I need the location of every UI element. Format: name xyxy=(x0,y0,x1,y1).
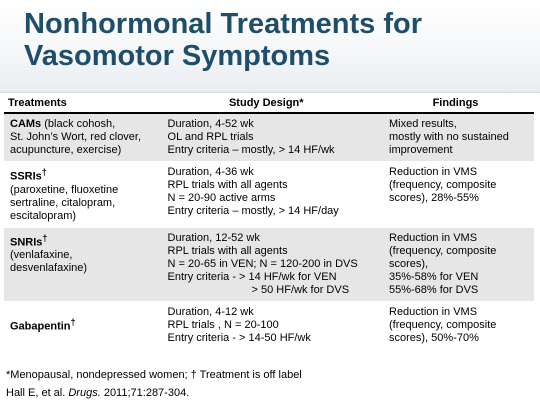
treatment-detail-line: escitalopram) xyxy=(10,209,77,222)
header-study-design: Study Design* xyxy=(156,94,377,113)
design-line: Entry criteria – mostly, > 14 HF/day xyxy=(167,205,339,217)
findings-line: Reduction in VMS xyxy=(389,231,478,244)
findings-line: Reduction in VMS xyxy=(389,166,478,178)
treatment-detail-line: (venlafaxine, xyxy=(10,249,73,262)
findings-line: (frequency, composite xyxy=(389,244,497,257)
reference-citation: 2011;71:287-304. xyxy=(100,387,190,399)
header-treatments: Treatments xyxy=(4,94,156,113)
table-row-cams xyxy=(4,113,534,162)
treatment-detail-line: (paroxetine, fluoxetine xyxy=(10,183,119,196)
design-cell xyxy=(156,227,377,301)
design-line: OL and RPL trials xyxy=(167,131,254,143)
table-header-row xyxy=(4,94,534,113)
design-line: RPL trials with all agents xyxy=(167,179,288,191)
footnotes xyxy=(6,366,302,402)
treatment-name: SSRIs xyxy=(10,170,42,183)
reference-authors: Hall E, et al. xyxy=(6,387,69,399)
treatment-cell xyxy=(4,113,156,162)
design-line: Duration, 4-12 wk xyxy=(167,305,254,318)
design-cell xyxy=(156,113,377,162)
treatment-detail-line: acupuncture, exercise) xyxy=(10,144,122,156)
treatment-cell xyxy=(4,301,156,349)
findings-cell xyxy=(377,162,534,228)
title-divider xyxy=(0,92,540,93)
findings-cell xyxy=(377,301,534,349)
treatment-detail-line: St. John’s Wort, red clover, xyxy=(10,131,142,143)
treatment-name: CAMs xyxy=(10,118,42,130)
title-area xyxy=(0,0,540,92)
findings-line: mostly with no sustained xyxy=(389,131,509,143)
off-label-marker: † xyxy=(41,167,47,177)
treatments-table xyxy=(4,94,534,350)
design-line: N = 20-65 in VEN; N = 120-200 in DVS xyxy=(167,257,358,270)
findings-line: improvement xyxy=(389,144,453,156)
design-line: Duration, 4-52 wk xyxy=(167,118,254,130)
treatment-name: SNRIs xyxy=(10,236,43,249)
findings-line: scores), 28%-55% xyxy=(389,192,479,204)
table-row-snris xyxy=(4,227,534,301)
reference-journal: Drugs. xyxy=(68,387,101,399)
design-line: Entry criteria – mostly, > 14 HF/wk xyxy=(167,144,335,156)
off-label-marker: † xyxy=(70,316,76,327)
slide-title-line-1: Nonhormonal Treatments for xyxy=(24,8,422,40)
design-line: Duration, 12-52 wk xyxy=(167,231,260,244)
findings-cell xyxy=(377,227,534,301)
findings-line: (frequency, composite xyxy=(389,179,497,191)
table-row-ssris xyxy=(4,162,534,228)
findings-line: Reduction in VMS xyxy=(389,305,478,318)
design-line: Entry criteria - > 14-50 HF/wk xyxy=(167,331,311,344)
off-label-marker: † xyxy=(42,232,48,243)
slide-title-line-2: Vasomotor Symptoms xyxy=(24,40,331,72)
table-row-gabapentin xyxy=(4,301,534,349)
treatment-detail: (black cohosh, xyxy=(41,118,116,130)
findings-line: Mixed results, xyxy=(389,118,457,130)
findings-line: 35%-58% for VEN xyxy=(389,270,479,283)
design-line: RPL trials , N = 20-100 xyxy=(167,318,279,331)
design-line: RPL trials with all agents xyxy=(167,244,288,257)
design-line: Duration, 4-36 wk xyxy=(167,166,254,178)
treatment-detail-line: sertraline, citalopram, xyxy=(10,196,116,209)
header-findings: Findings xyxy=(377,94,534,113)
treatment-name: Gabapentin xyxy=(10,320,71,333)
design-line: > 50 HF/wk for DVS xyxy=(251,283,350,296)
design-line: Entry criteria - > 14 HF/wk for VEN xyxy=(167,270,337,283)
design-cell xyxy=(156,162,377,228)
findings-line: scores), xyxy=(389,257,429,270)
treatment-cell xyxy=(4,227,156,301)
slide-title xyxy=(24,8,524,72)
footnote-reference xyxy=(6,384,302,402)
findings-line: scores), 50%-70% xyxy=(389,331,479,344)
design-cell xyxy=(156,301,377,349)
design-line: N = 20-90 active arms xyxy=(167,192,276,204)
findings-line: (frequency, composite xyxy=(389,318,497,331)
findings-line: 55%-68% for DVS xyxy=(389,283,479,296)
footnote-definitions: *Menopausal, nondepressed women; † Treatment is off label xyxy=(6,369,302,381)
findings-cell xyxy=(377,113,534,162)
treatment-detail-line: desvenlafaxine) xyxy=(10,262,88,275)
treatment-cell xyxy=(4,162,156,228)
